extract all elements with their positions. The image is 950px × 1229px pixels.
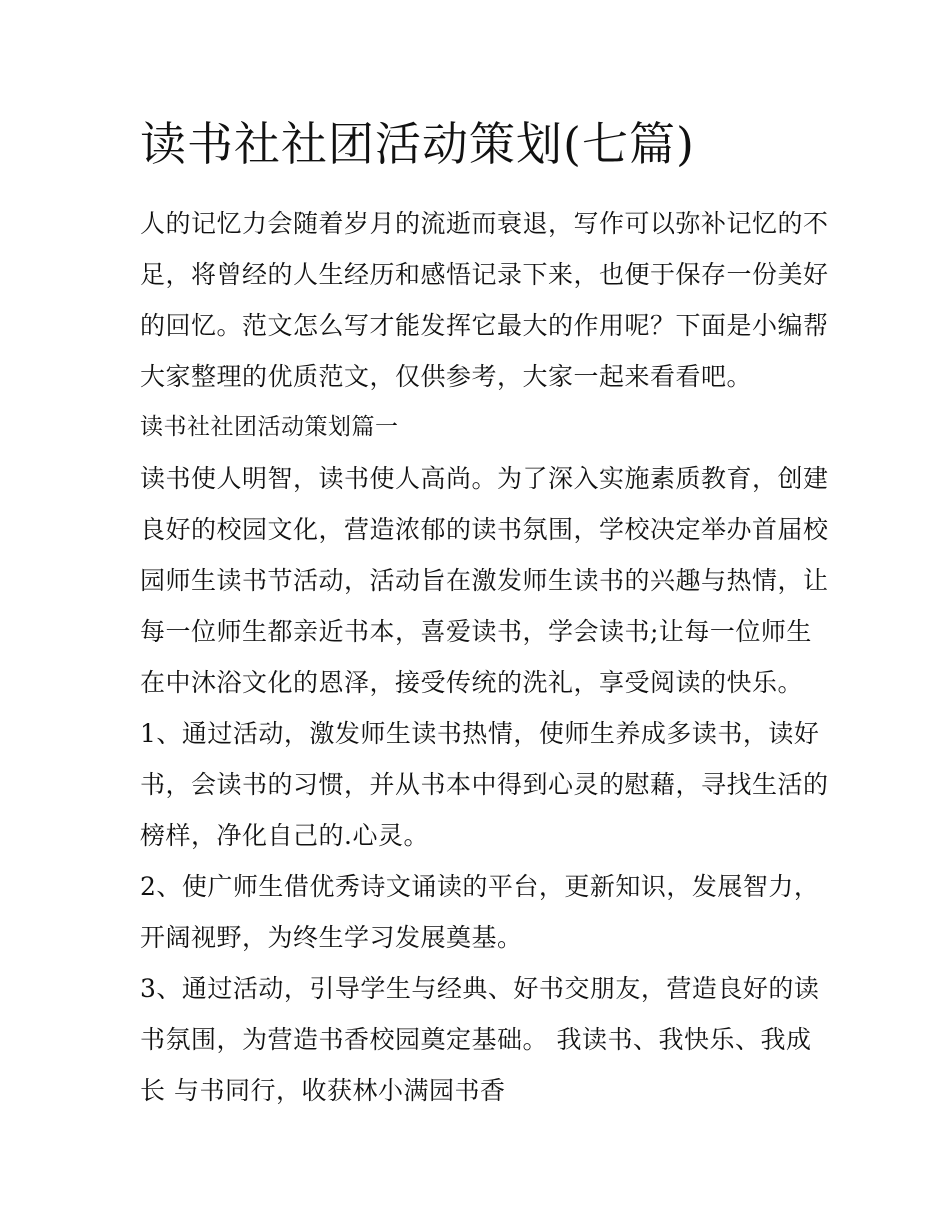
list-item-line: 1、通过活动，激发师生读书热情，使师生养成多读书，读好 xyxy=(140,719,820,748)
list-item-line: 3、通过活动，引导学生与经典、好书交朋友，营造良好的读 xyxy=(140,974,820,1003)
paragraph-line: 每一位师生都亲近书本，喜爱读书，学会读书;让每一位师生 xyxy=(140,617,812,646)
list-item-line: 书氛围，为营造书香校园奠定基础。 我读书、我快乐、我成 xyxy=(140,1025,812,1054)
paragraph-line: 读书使人明智，读书使人高尚。为了深入实施素质教育，创建 xyxy=(140,464,829,493)
paragraph-line: 足，将曾经的人生经历和感悟记录下来，也便于保存一份美好 xyxy=(140,260,829,289)
paragraph-line: 良好的校园文化，营造浓郁的读书氛围，学校决定举办首届校 xyxy=(140,515,829,544)
document-body xyxy=(140,198,829,1116)
paragraph-line: 园师生读书节活动，活动旨在激发师生读书的兴趣与热情，让 xyxy=(140,566,829,595)
list-item-line: 书，会读书的习惯，并从书本中得到心灵的慰藉，寻找生活的 xyxy=(140,770,829,799)
section-heading: 读书社社团活动策划篇一 xyxy=(140,414,399,440)
paragraph-line: 的回忆。范文怎么写才能发挥它最大的作用呢？下面是小编帮 xyxy=(140,311,829,340)
paragraph-line: 在中沐浴文化的恩泽，接受传统的洗礼，享受阅读的快乐。 xyxy=(140,668,804,697)
document-title: 读书社社团活动策划(七篇) xyxy=(140,117,695,171)
list-item-line: 长 与书同行，收获林小满园书香 xyxy=(140,1076,506,1105)
paragraph-line: 大家整理的优质范文，仅供参考，大家一起来看看吧。 xyxy=(140,362,753,391)
paragraph-line: 人的记忆力会随着岁月的流逝而衰退，写作可以弥补记忆的不 xyxy=(140,209,829,238)
list-item-line: 开阔视野，为终生学习发展奠基。 xyxy=(140,923,523,952)
list-item-line: 2、使广师生借优秀诗文诵读的平台，更新知识，发展智力， xyxy=(140,872,820,901)
list-item-line: 榜样，净化自己的.心灵。 xyxy=(140,821,429,850)
